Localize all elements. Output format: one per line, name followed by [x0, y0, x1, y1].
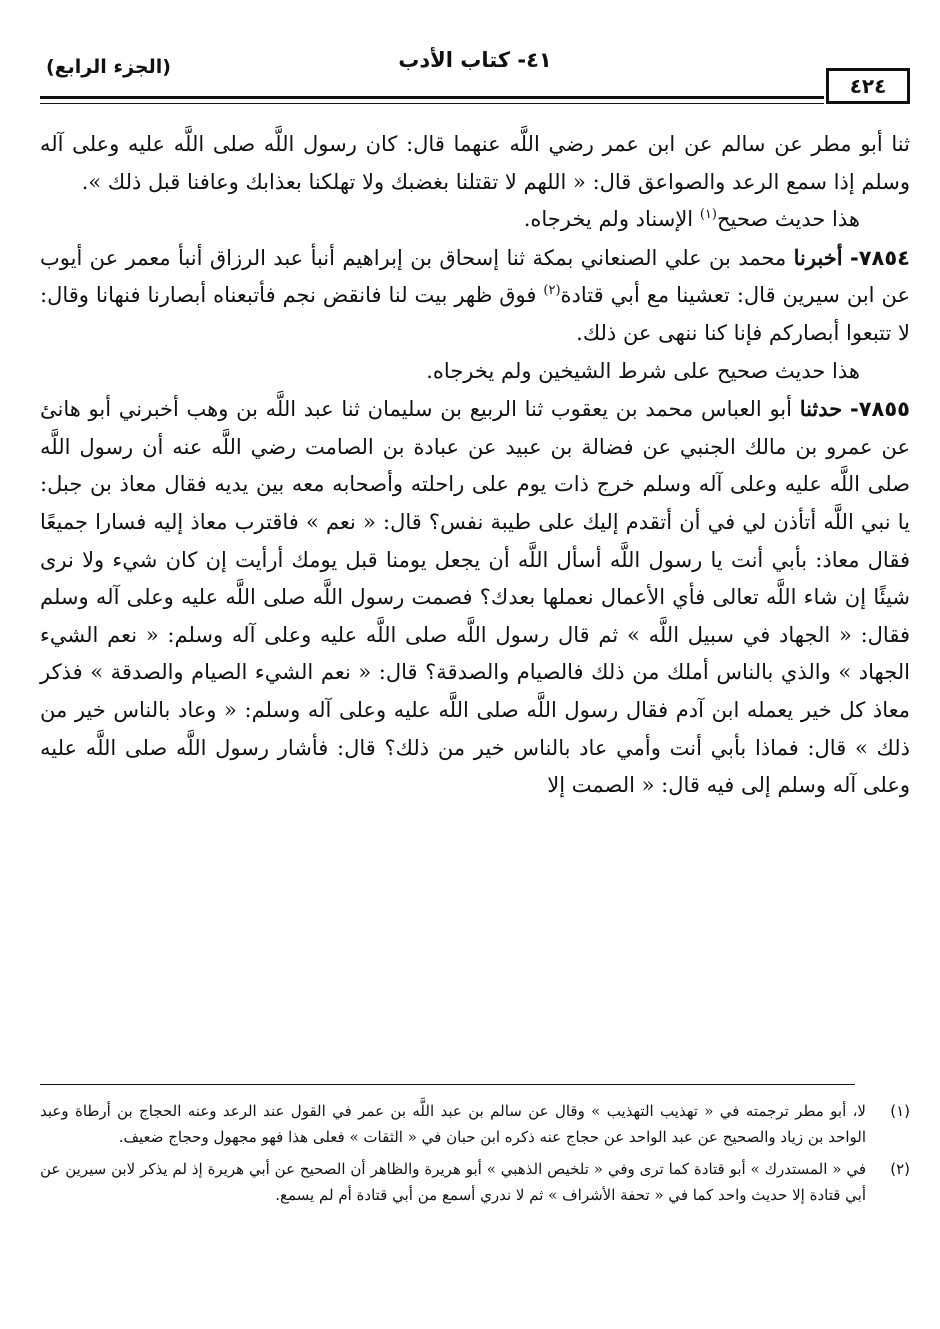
main-text — [40, 126, 910, 805]
footnote-text: لا، أبو مطر ترجمته في « تهذيب التهذيب » وقال عن سالم بن عبد اللَّه بن عمر في القول عند الرعد وعنه الحجاج بن أرطاة وعبد الواحد بن زياد والصحيح عن عبد الواحد عن حجاج عنه ذكره ابن حبان في « الثقات » فعلى هذا فهو مجهول وحجاج ضعيف. — [40, 1102, 866, 1146]
footnote-number: (٢) — [890, 1160, 910, 1178]
grading-text-b: الإسناد ولم يخرجاه. — [523, 207, 700, 232]
grading-note-1 — [40, 201, 910, 239]
grading-text-a: هذا حديث صحيح — [716, 207, 860, 232]
hadith-text-7855: أبو العباس محمد بن يعقوب ثنا الربيع بن سليمان ثنا عبد اللَّه بن وهب أخبرني أبو هانئ عن عمرو بن مالك الجنبي عن فضالة بن عبيد عن عبادة بن الصامت رضي اللَّه عنه أن رسول اللَّه صلى اللَّه عليه وعلى آله وسلم خرج ذات يوم على راحلته وأصحابه معه بين يديه فقال معاذ بن جبل: يا نبي اللَّه أتأذن لي في أن أتقدم إليك على طيبة نفس؟ قال: « نعم » فاقترب معاذ إليه فسارا جميعًا فقال معاذ: بأبي أنت يا رسول اللَّه أسأل اللَّه أن يجعل يومنا قبل يومك أرأيت إن كان شيء ولا نرى شيئًا إن شاء اللَّه تعالى فأي الأعمال نعملها بعدك؟ فصمت رسول اللَّه صلى اللَّه عليه وعلى آله وسلم فقال: « الجهاد في سبيل اللَّه » ثم قال رسول اللَّه صلى اللَّه عليه وعلى آله وسلم: « نعم الشيء الجهاد » والذي بالناس أملك من ذلك فالصيام والصدقة؟ قال: « نعم الشيء الصيام والصدقة » فذكر معاذ كل خير يعمله ابن آدم فقال رسول اللَّه صلى اللَّه عليه وعلى آله وسلم: « وعاد بالناس خير من ذلك » قال: فماذا بأبي أنت وأمي عاد بالناس خير من ذلك؟ قال: فأشار رسول اللَّه صلى اللَّه عليه وعلى آله وسلم إلى فيه قال: « الصمت إلا — [40, 397, 910, 798]
hadith-text-7854-b: فوق ظهر بيت لنا فانقض نجم فأتبعناه أبصارنا فنهانا وقال: لا تتبعوا أبصاركم فإنا كنا ننهى عن ذلك. — [40, 283, 910, 345]
footnote-number: (١) — [890, 1102, 910, 1120]
page-number: ٤٢٤ — [826, 68, 910, 104]
volume-label: (الجزء الرابع) — [46, 56, 171, 78]
book-title: ٤١- كتاب الأدب — [398, 48, 552, 72]
header-rule — [40, 96, 824, 99]
footnote-text: في « المستدرك » أبو قتادة كما ترى وفي « تلخيص الذهبي » أبو هريرة والظاهر أن الصحيح عن أبي هريرة إذ لم يذكر لابن سيرين عن أبي قتادة إلا حديث واحد كما في « تحفة الأشراف » ثم لا ندري أسمع من أبي قتادة أم لم يسمع. — [40, 1160, 866, 1204]
footnote-divider — [40, 1084, 855, 1085]
footnotes — [40, 1098, 910, 1214]
hadith-number-7854: ٧٨٥٤- — [850, 245, 910, 270]
hadith-7855 — [40, 390, 910, 805]
footnote-ref-2: (٢) — [543, 283, 561, 299]
hadith-7854 — [40, 239, 910, 353]
hadith-keyword-7854: أخبرنا — [793, 244, 843, 270]
header-rule-thin — [40, 103, 824, 104]
page-header — [40, 48, 910, 118]
grading-note-2: هذا حديث صحيح على شرط الشيخين ولم يخرجاه. — [426, 358, 860, 383]
hadith-text-7854-a: محمد بن علي الصنعاني بمكة ثنا إسحاق بن إبراهيم أنبأ عبد الرزاق أنبأ معمر عن أيوب عن ابن سيرين قال: تعشينا مع أبي قتادة — [40, 245, 910, 308]
hadith-number-7855: ٧٨٥٥- — [849, 397, 910, 422]
footnote-ref-1: (١) — [699, 207, 717, 223]
paragraph-1: ثنا أبو مطر عن سالم عن ابن عمر رضي اللَّه عنهما قال: كان رسول اللَّه صلى اللَّه عليه وعلى آله وسلم إذا سمع الرعد والصواعق قال: « اللهم لا تقتلنا بغضبك ولا تهلكنا بعذابك وعافنا قبل ذلك ». — [40, 132, 910, 194]
book-page — [40, 18, 910, 1308]
hadith-keyword-7855: حدثنا — [799, 396, 843, 422]
footnote-item — [40, 1098, 910, 1150]
footnote-item — [40, 1156, 910, 1208]
